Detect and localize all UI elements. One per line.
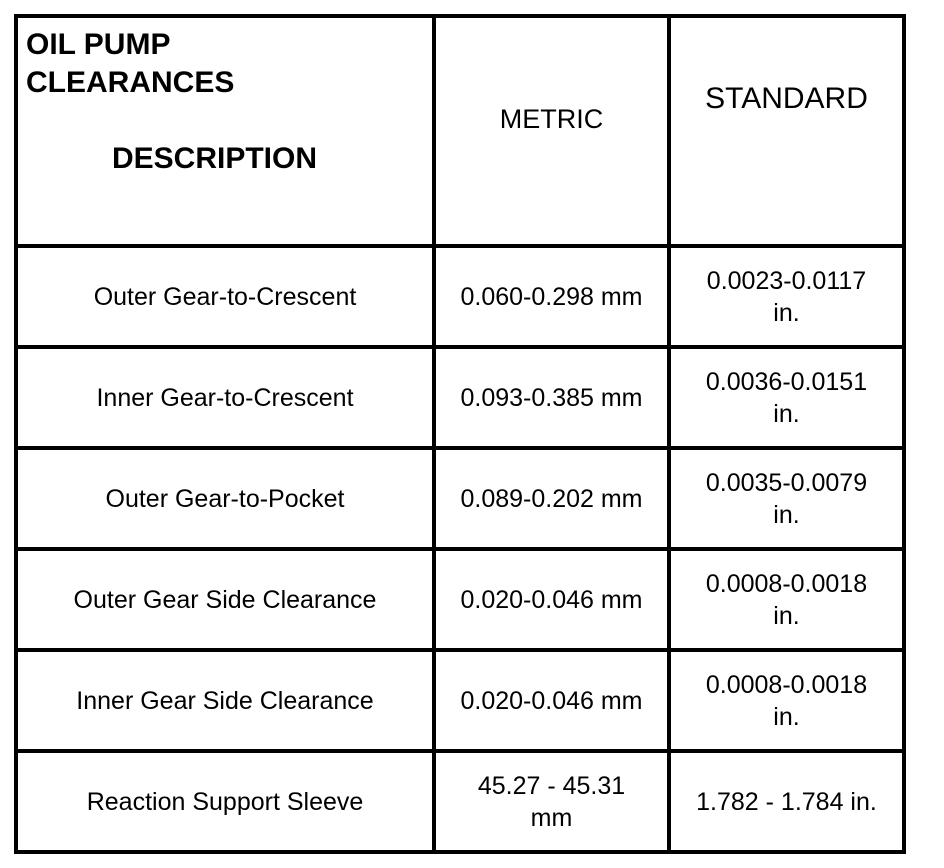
standard-value: 0.0035-0.0079 bbox=[705, 468, 868, 497]
metric-cell bbox=[434, 448, 669, 549]
standard-unit: in. bbox=[773, 601, 800, 630]
oil-pump-clearances-table bbox=[14, 14, 906, 854]
metric-unit: mm bbox=[530, 803, 573, 832]
metric-value: 0.020-0.046 mm bbox=[460, 585, 643, 614]
description-cell: Inner Gear Side Clearance bbox=[16, 650, 434, 751]
table-title-line-2: CLEARANCES bbox=[26, 66, 235, 99]
metric-cell bbox=[434, 751, 669, 852]
description-cell: Inner Gear-to-Crescent bbox=[16, 347, 434, 448]
description-cell: Outer Gear-to-Crescent bbox=[16, 246, 434, 347]
metric-cell bbox=[434, 347, 669, 448]
standard-value: 0.0036-0.0151 bbox=[705, 367, 868, 396]
table-row bbox=[16, 448, 904, 549]
table-header-row bbox=[16, 16, 904, 246]
standard-value: 0.0008-0.0018 bbox=[705, 670, 868, 699]
standard-cell bbox=[669, 448, 904, 549]
standard-column-header: STANDARD bbox=[705, 82, 868, 115]
standard-value: 0.0008-0.0018 bbox=[705, 569, 868, 598]
standard-unit: in. bbox=[773, 702, 800, 731]
table-title bbox=[26, 26, 234, 102]
standard-unit: in. bbox=[773, 399, 800, 428]
metric-value: 45.27 - 45.31 bbox=[477, 771, 626, 800]
metric-column-header: METRIC bbox=[499, 104, 604, 134]
table-row bbox=[16, 549, 904, 650]
metric-cell bbox=[434, 549, 669, 650]
metric-value: 0.089-0.202 mm bbox=[460, 484, 643, 513]
metric-header-cell bbox=[434, 16, 669, 246]
metric-cell bbox=[434, 246, 669, 347]
standard-value: 1.782 - 1.784 in. bbox=[696, 787, 877, 816]
table-row bbox=[16, 650, 904, 751]
standard-header-cell bbox=[669, 16, 904, 246]
metric-cell bbox=[434, 650, 669, 751]
description-cell: Outer Gear Side Clearance bbox=[16, 549, 434, 650]
standard-unit: in. bbox=[773, 298, 800, 327]
standard-cell bbox=[669, 751, 904, 852]
standard-cell bbox=[669, 246, 904, 347]
standard-value: 0.0023-0.0117 bbox=[706, 266, 867, 295]
metric-value: 0.060-0.298 mm bbox=[460, 282, 643, 311]
description-cell: Outer Gear-to-Pocket bbox=[16, 448, 434, 549]
table-row bbox=[16, 347, 904, 448]
description-column-header: DESCRIPTION bbox=[112, 142, 318, 175]
standard-cell bbox=[669, 549, 904, 650]
table-row bbox=[16, 751, 904, 852]
standard-cell bbox=[669, 347, 904, 448]
standard-cell bbox=[669, 650, 904, 751]
metric-value: 0.020-0.046 mm bbox=[460, 686, 643, 715]
description-cell: Reaction Support Sleeve bbox=[16, 751, 434, 852]
description-header-cell bbox=[16, 16, 434, 246]
table-row bbox=[16, 246, 904, 347]
table-title-line-1: OIL PUMP bbox=[26, 28, 171, 61]
metric-value: 0.093-0.385 mm bbox=[460, 383, 643, 412]
standard-unit: in. bbox=[773, 500, 800, 529]
